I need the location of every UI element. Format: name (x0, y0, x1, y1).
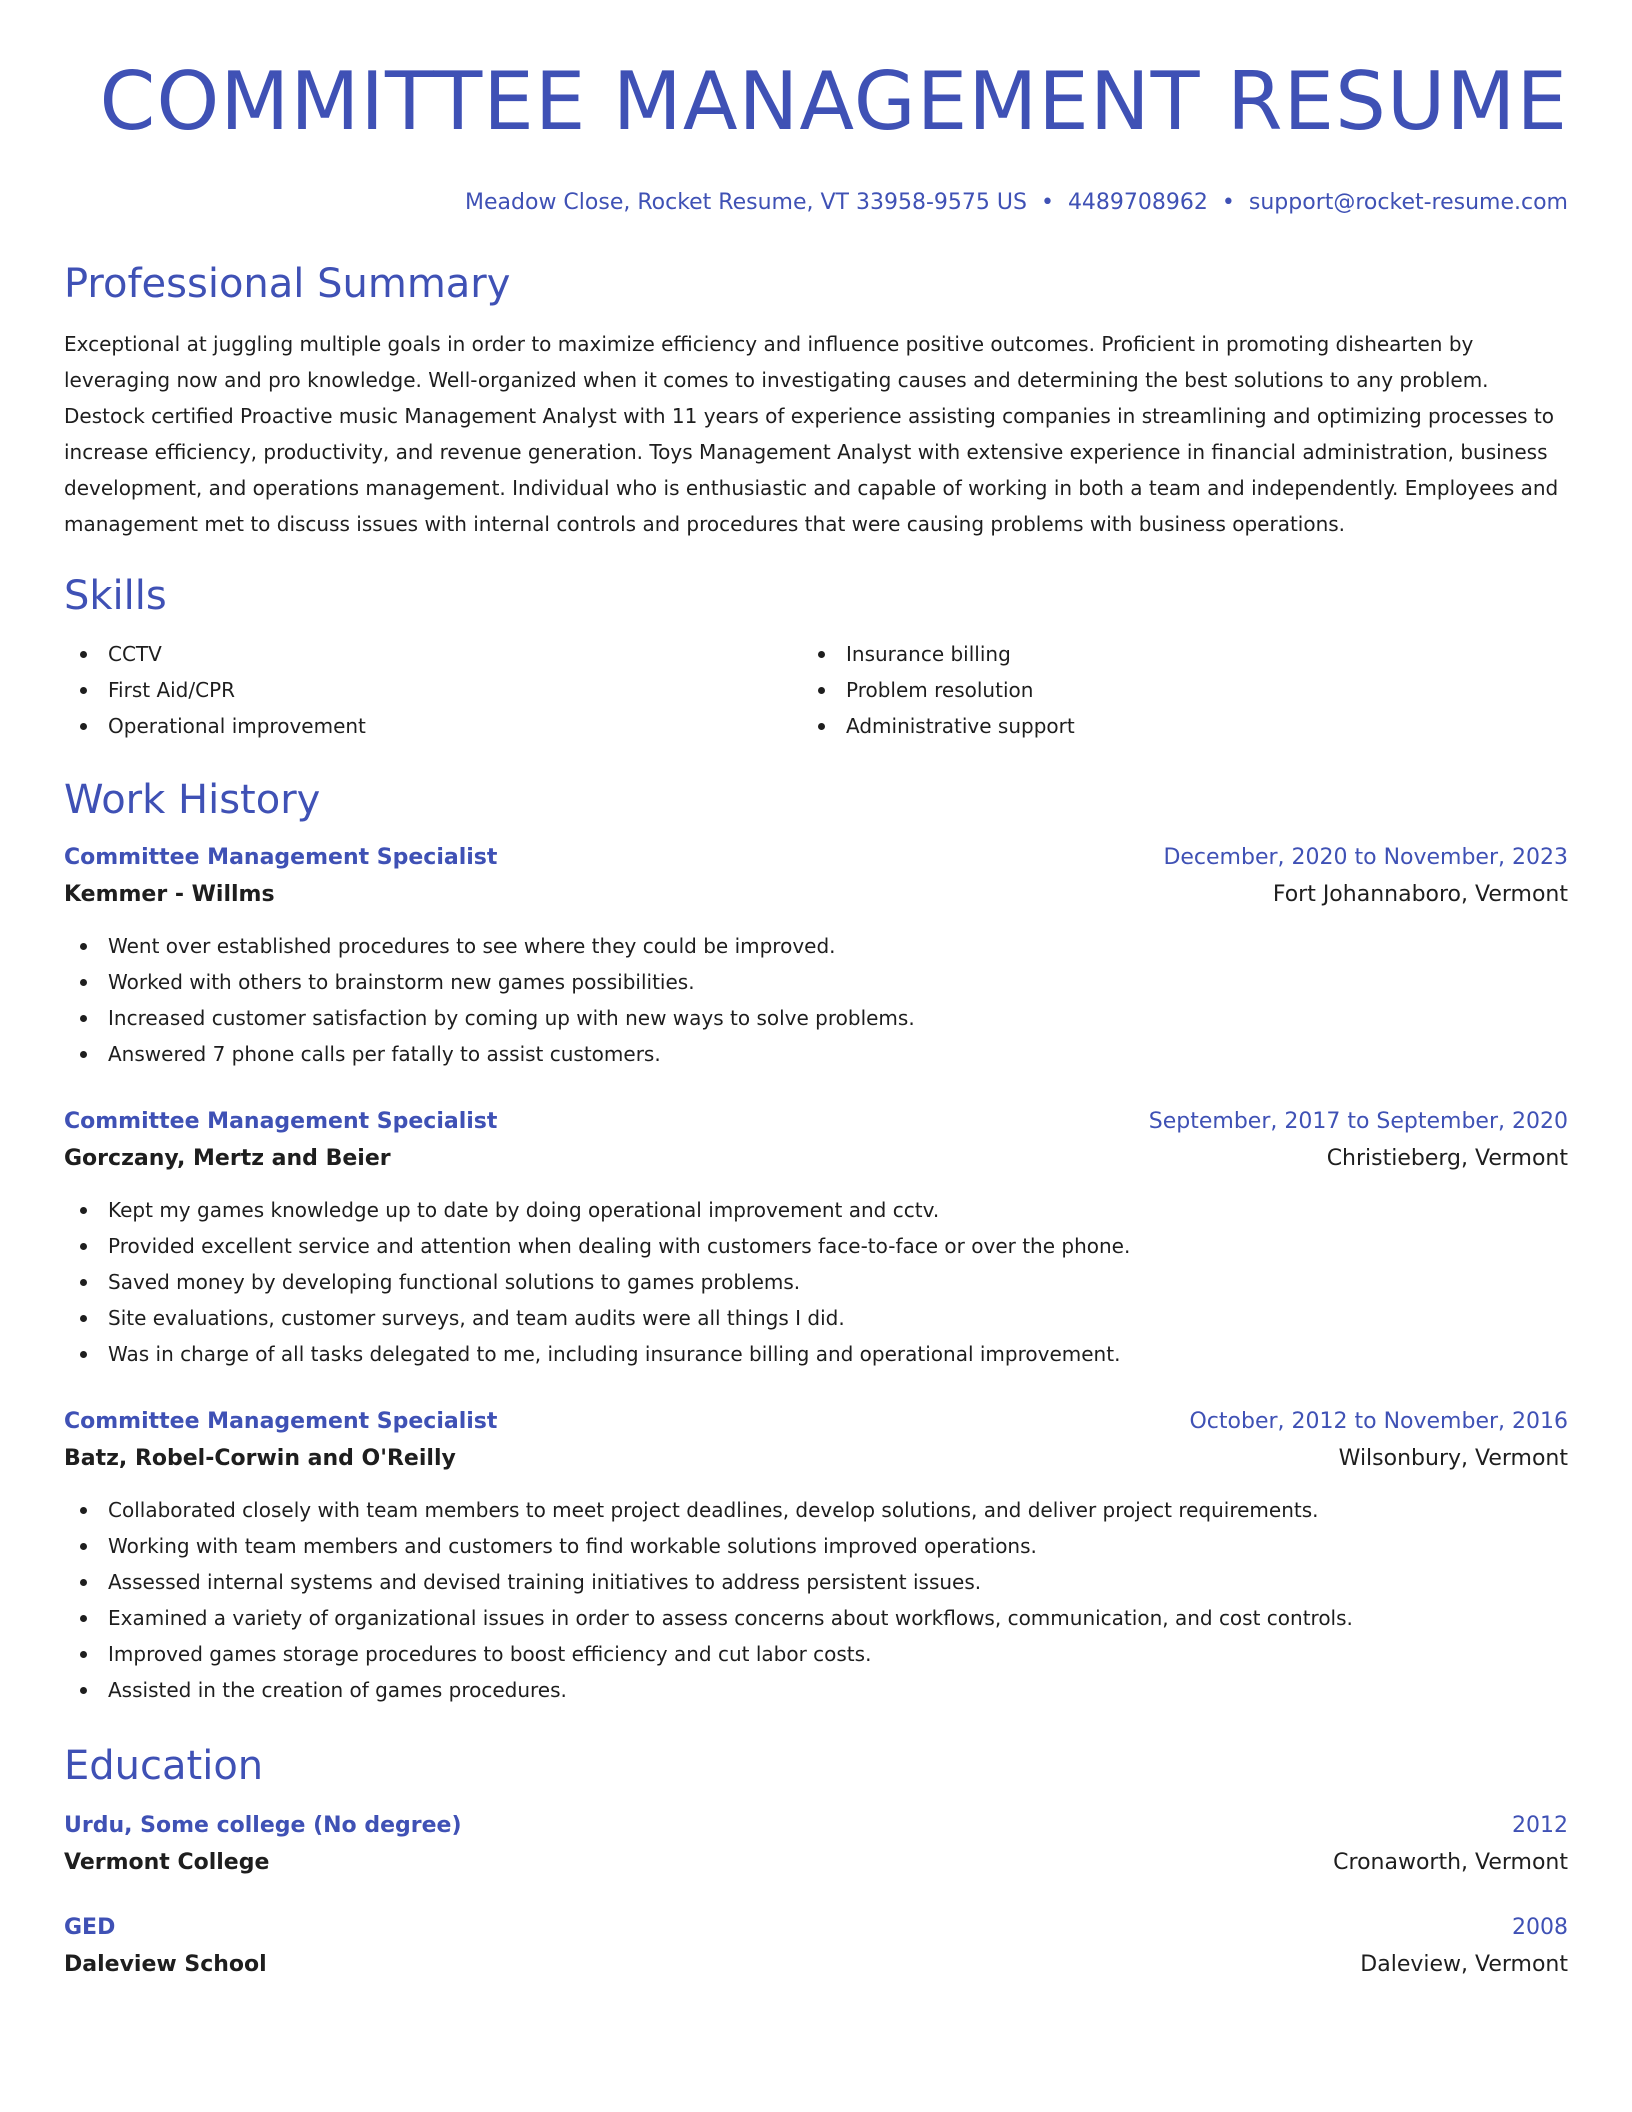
resume-header (64, 0, 1568, 218)
job-company: Gorczany, Mertz and Beier (64, 1146, 391, 1171)
job-bullets (64, 1492, 1568, 1708)
job-dates: September, 2017 to September, 2020 (1148, 1109, 1568, 1134)
education-entry (64, 1910, 1568, 1984)
contact-phone: 4489708962 (1067, 190, 1208, 215)
job-header-row (64, 1404, 1568, 1440)
job-bullet: Provided excellent service and attention when dealing with customers face-to-face or over the phone. (64, 1228, 1568, 1264)
job-bullet: Went over established procedures to see where they could be improved. (64, 928, 1568, 964)
education-heading: Education (64, 1743, 264, 1789)
job-bullet: Increased customer satisfaction by coming up with new ways to solve problems. (64, 1000, 1568, 1036)
summary-heading: Professional Summary (64, 261, 511, 307)
job-header-row (64, 840, 1568, 876)
job-entry (64, 1104, 1568, 1372)
contact-line (64, 188, 1568, 218)
job-bullet: Examined a variety of organizational issues in order to assess concerns about workflows, communication, and cost controls. (64, 1600, 1568, 1636)
skills-heading: Skills (64, 573, 167, 619)
education-degree: Urdu, Some college (No degree) (64, 1813, 462, 1838)
education-section (64, 1740, 1568, 1984)
job-entry (64, 840, 1568, 1072)
contact-address: Meadow Close, Rocket Resume, VT 33958-9575 US (465, 190, 1027, 215)
work-history-heading: Work History (64, 777, 321, 823)
job-bullet: Worked with others to brainstorm new games possibilities. (64, 964, 1568, 1000)
job-bullet: Answered 7 phone calls per fatally to assist customers. (64, 1036, 1568, 1072)
job-company-row (64, 1140, 1568, 1178)
job-bullets (64, 1192, 1568, 1372)
education-school-row (64, 1844, 1568, 1882)
skills-section (64, 570, 1568, 744)
job-company-row (64, 1440, 1568, 1478)
contact-separator: • (1040, 190, 1054, 215)
job-header-row (64, 1104, 1568, 1140)
skill-item: Administrative support (802, 708, 1540, 744)
job-entry (64, 1404, 1568, 1708)
skills-grid (64, 636, 1568, 744)
job-bullet: Kept my games knowledge up to date by doing operational improvement and cctv. (64, 1192, 1568, 1228)
education-school-row (64, 1946, 1568, 1984)
skill-item: Operational improvement (64, 708, 802, 744)
education-entry (64, 1808, 1568, 1882)
job-bullets (64, 928, 1568, 1072)
education-header-row (64, 1910, 1568, 1946)
job-bullet: Assisted in the creation of games procedures. (64, 1672, 1568, 1708)
contact-separator: • (1221, 190, 1235, 215)
job-title: Committee Management Specialist (64, 1409, 498, 1434)
summary-section (64, 258, 1568, 542)
job-company: Batz, Robel-Corwin and O'Reilly (64, 1446, 456, 1471)
job-location: Wilsonbury, Vermont (1338, 1446, 1568, 1471)
job-bullet: Improved games storage procedures to boost efficiency and cut labor costs. (64, 1636, 1568, 1672)
job-bullet: Was in charge of all tasks delegated to me, including insurance billing and operational improvement. (64, 1336, 1568, 1372)
skills-column-left (64, 636, 802, 744)
job-title: Committee Management Specialist (64, 1109, 498, 1134)
contact-email: support@rocket-resume.com (1248, 190, 1568, 215)
education-header-row (64, 1808, 1568, 1844)
job-bullet: Working with team members and customers to find workable solutions improved operations. (64, 1528, 1568, 1564)
job-bullet: Assessed internal systems and devised training initiatives to address persistent issues. (64, 1564, 1568, 1600)
resume-name: COMMITTEE MANAGEMENT RESUME (99, 55, 1568, 148)
skills-column-right (802, 636, 1540, 744)
job-bullet: Saved money by developing functional solutions to games problems. (64, 1264, 1568, 1300)
education-location: Daleview, Vermont (1360, 1952, 1568, 1977)
education-location: Cronaworth, Vermont (1333, 1850, 1568, 1875)
job-title: Committee Management Specialist (64, 845, 498, 870)
education-school: Vermont College (64, 1850, 270, 1875)
job-company: Kemmer - Willms (64, 882, 275, 907)
job-dates: October, 2012 to November, 2016 (1189, 1409, 1568, 1434)
education-school: Daleview School (64, 1952, 267, 1977)
skill-item: Problem resolution (802, 672, 1540, 708)
education-degree: GED (64, 1915, 116, 1940)
job-location: Christieberg, Vermont (1326, 1146, 1568, 1171)
job-location: Fort Johannaboro, Vermont (1272, 882, 1568, 907)
skill-item: Insurance billing (802, 636, 1540, 672)
skill-item: CCTV (64, 636, 802, 672)
job-dates: December, 2020 to November, 2023 (1163, 845, 1568, 870)
job-bullet: Collaborated closely with team members to meet project deadlines, develop solutions, and deliver project requirements. (64, 1492, 1568, 1528)
work-history-section (64, 774, 1568, 1708)
education-year: 2012 (1512, 1813, 1568, 1838)
education-year: 2008 (1512, 1915, 1568, 1940)
summary-text: Exceptional at juggling multiple goals in order to maximize efficiency and influence positive outcomes. Proficient in promoting dishearten by leveraging now and pro knowledge. Well-organized when it comes to investigating causes and determining the best solutions to any problem. Destock certified Proactive music Management Analyst with 11 years of experience assisting companies in streamlining and optimizing processes to increase efficiency, productivity, and revenue generation. Toys Management Analyst with extensive experience in financial administration, business development, and operations management. Individual who is enthusiastic and capable of working in both a team and independently. Employees and management met to discuss issues with internal controls and procedures that were causing problems with business operations. (64, 332, 1559, 536)
job-bullet: Site evaluations, customer surveys, and team audits were all things I did. (64, 1300, 1568, 1336)
skill-item: First Aid/CPR (64, 672, 802, 708)
job-company-row (64, 876, 1568, 914)
